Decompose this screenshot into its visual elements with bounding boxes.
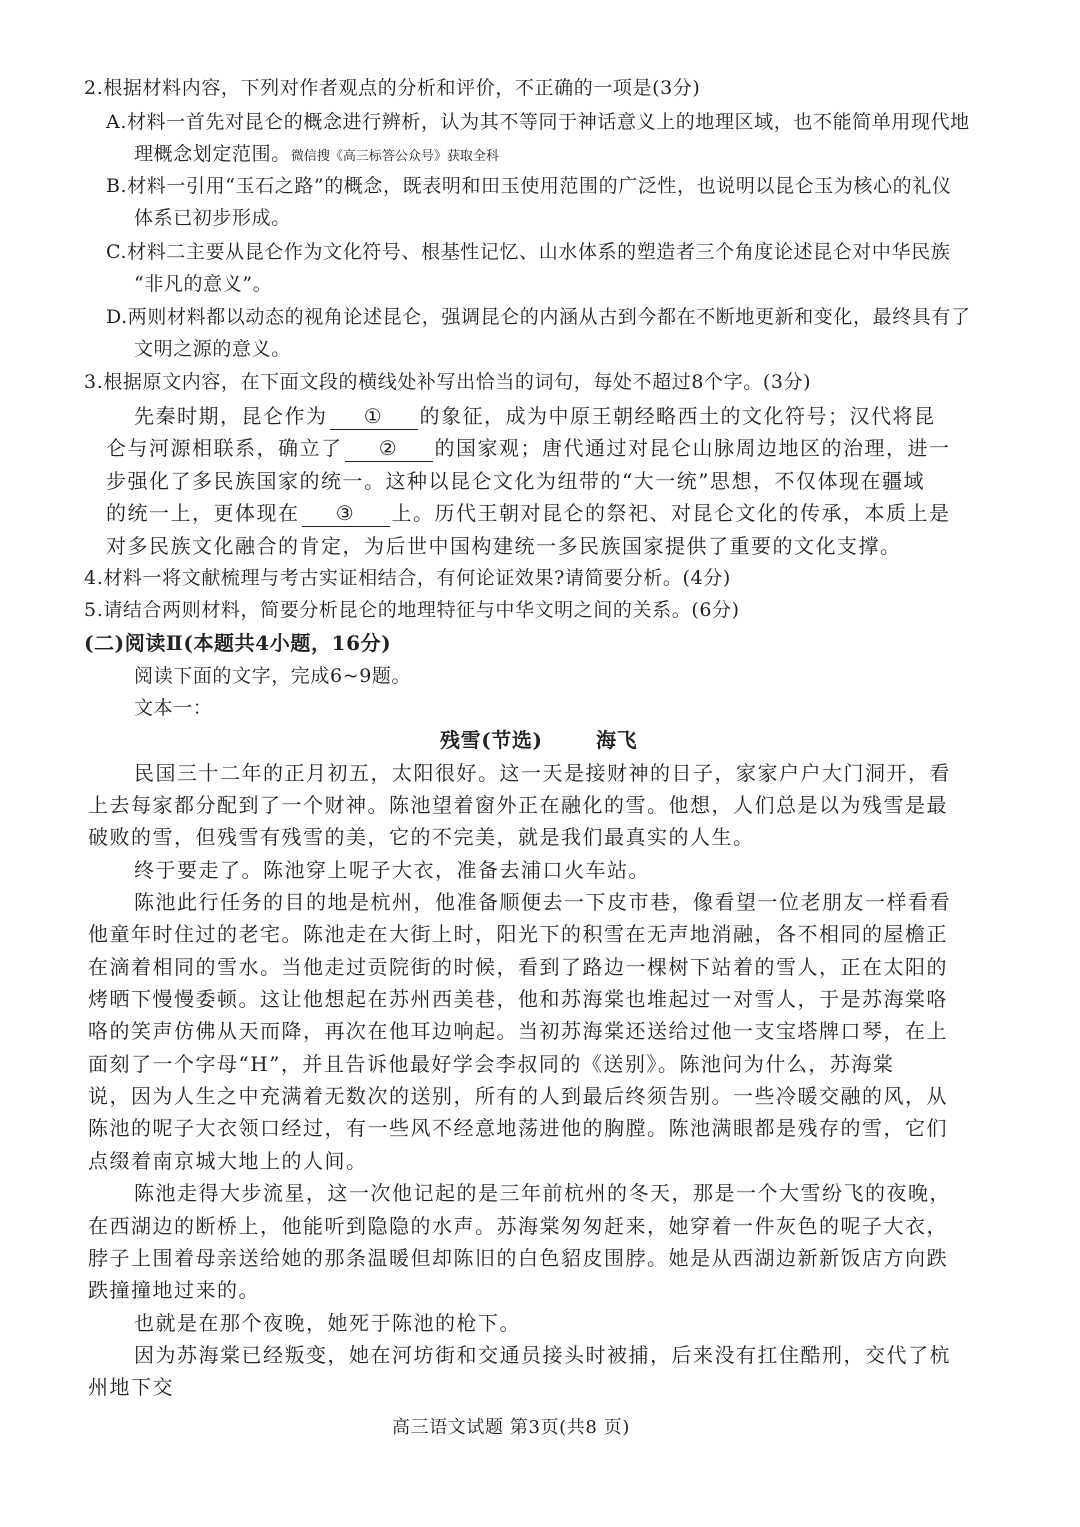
q3-p4-pre: 的统一上，更体现在 <box>106 501 300 525</box>
story-line: 他童年时住过的老宅。陈池走在大街上时，阳光下的积雪在无声地消融，各不相同的屋檐正 <box>88 922 948 946</box>
story-line: 点缀着南京城大地上的人间。 <box>88 1149 368 1173</box>
story-line: 终于要走了。陈池穿上呢子大衣，准备去浦口火车站。 <box>134 858 650 882</box>
q2-option-b-line1: B.材料一引用“玉石之路”的概念，既表明和田玉使用范围的广泛性，也说明以昆仑玉为核心的礼仪 <box>106 175 952 197</box>
q3-p2-pre: 仑与河源相联系，确立了 <box>106 436 343 460</box>
story-line: 也就是在那个夜晚，她死于陈池的枪下。 <box>134 1311 521 1335</box>
q3-paragraph-line3: 步强化了多民族国家的统一。这种以昆仑文化为纽带的“大一统”思想，不仅体现在疆域 <box>106 469 925 493</box>
story-line: 上去每家都分配到了一个财神。陈池望着窗外正在融化的雪。他想，人们总是以为残雪是最 <box>88 793 948 817</box>
q2-option-d-line2: 文明之源的意义。 <box>134 338 291 360</box>
story-line: 陈池走得大步流星，这一次他记起的是三年前杭州的冬天，那是一个大雪纷飞的夜晚， <box>134 1181 951 1205</box>
q2-option-b-line2: 体系已初步形成。 <box>134 207 291 229</box>
section-heading: (二)阅读Ⅱ(本题共4小题，16分) <box>84 631 392 655</box>
story-title: 残雪(节选) <box>440 728 543 752</box>
fill-blank-3: ③ <box>302 500 390 527</box>
q3-p4-post: 上。历代王朝对昆仑的祭祀、对昆仑文化的传承，本质上是 <box>391 501 951 525</box>
q2-option-a-text: 理概念划定范围。 <box>134 143 291 165</box>
question-2-stem: 2.根据材料内容，下列对作者观点的分析和评价，不正确的一项是(3分) <box>84 77 701 99</box>
q2-option-a-line2 <box>134 138 499 173</box>
story-line: 民国三十二年的正月初五，太阳很好。这一天是接财神的日子，家家户户大门洞开，看 <box>134 761 951 785</box>
q2-option-c-line1: C.材料二主要从昆仑作为文化符号、根基性记忆、山水体系的塑造者三个角度论述昆仑对中华民族 <box>106 241 951 263</box>
q2-option-d-line1: D.两则材料都以动态的视角论述昆仑，强调昆仑的内涵从古到今都在不断地更新和变化，最终具有了 <box>106 306 971 328</box>
q3-p1-post: 的象征，成为中原王朝经略西土的文化符号；汉代将昆 <box>419 404 936 428</box>
story-line: 跌撞撞地过来的。 <box>88 1278 260 1302</box>
q2-option-c-line2: “非凡的意义”。 <box>134 273 273 295</box>
question-4: 4.材料一将文献梳理与考古实证相结合，有何论证效果?请简要分析。(4分) <box>84 567 731 589</box>
question-5: 5.请结合两则材料，简要分析昆仑的地理特征与中华文明之间的关系。(6分) <box>84 599 740 621</box>
story-line: 陈池此行任务的目的地是杭州，他准备顺便去一下皮市巷，像看望一位老朋友一样看看 <box>134 890 951 914</box>
story-line: 破败的雪，但残雪有残雪的美，它的不完美，就是我们最真实的人生。 <box>88 825 755 849</box>
q3-paragraph-line2 <box>106 432 951 464</box>
section-instruction: 阅读下面的文字，完成6~9题。 <box>134 665 412 687</box>
q3-p1-pre: 先秦时期，昆仑作为 <box>134 404 328 428</box>
story-line: 在滴着相同的雪水。当他走过贡院街的时候，看到了路边一棵树下站着的雪人，正在太阳的 <box>88 955 948 979</box>
story-line: 陈池的呢子大衣领口经过，有一些风不经意地荡进他的胸膛。陈池满眼都是残存的雪，它们 <box>88 1116 948 1140</box>
question-3-stem: 3.根据原文内容，在下面文段的横线处补写出恰当的词句，每处不超过8个字。(3分) <box>84 371 812 393</box>
q2-option-a-line1: A.材料一首先对昆仑的概念进行辨析，认为其不等同于神话意义上的地理区域，也不能简单用现代地 <box>106 111 970 133</box>
q3-paragraph-line4 <box>106 497 951 529</box>
text-label: 文本一： <box>134 697 213 719</box>
story-author: 海飞 <box>596 728 638 752</box>
watermark-text: 微信搜《高三标答公众号》获取全科 <box>290 149 499 164</box>
story-line: 因为苏海棠已经叛变，她在河坊街和交通员接头时被捕，后来没有扛住酷刑，交代了杭 <box>134 1343 951 1367</box>
story-line: 脖子上围着母亲送给她的那条温暖但却陈旧的白色貂皮围脖。她是从西湖边新新饭店方向跌 <box>88 1246 948 1270</box>
story-line: 州地下交 <box>88 1375 174 1399</box>
fill-blank-1: ① <box>330 403 418 430</box>
story-line: 面刻了一个字母“H”，并且告诉他最好学会李叔同的《送别》。陈池问为什么，苏海棠 <box>88 1052 895 1076</box>
q3-paragraph-line1 <box>134 400 936 432</box>
page-footer: 高三语文试题 第3页(共8 页) <box>392 1417 630 1438</box>
story-line: 说，因为人生之中充满着无数次的送别，所有的人到最后终须告别。一些冷暖交融的风，从 <box>88 1084 948 1108</box>
story-line: 在西湖边的断桥上，他能听到隐隐的水声。苏海棠匆匆赶来，她穿着一件灰色的呢子大衣， <box>88 1214 948 1238</box>
story-line: 烤晒下慢慢委顿。这让他想起在苏州西美巷，他和苏海棠也堆起过一对雪人，于是苏海棠咯 <box>88 987 948 1011</box>
fill-blank-2: ② <box>345 435 433 462</box>
q3-p2-post: 的国家观；唐代通过对昆仑山脉周边地区的治理，进一 <box>434 436 951 460</box>
story-line: 咯的笑声仿佛从天而降，再次在他耳边响起。当初苏海棠还送给过他一支宝塔牌口琴，在上 <box>88 1019 948 1043</box>
q3-paragraph-line5: 对多民族文化融合的肯定，为后世中国构建统一多民族国家提供了重要的文化支撑。 <box>106 534 902 558</box>
